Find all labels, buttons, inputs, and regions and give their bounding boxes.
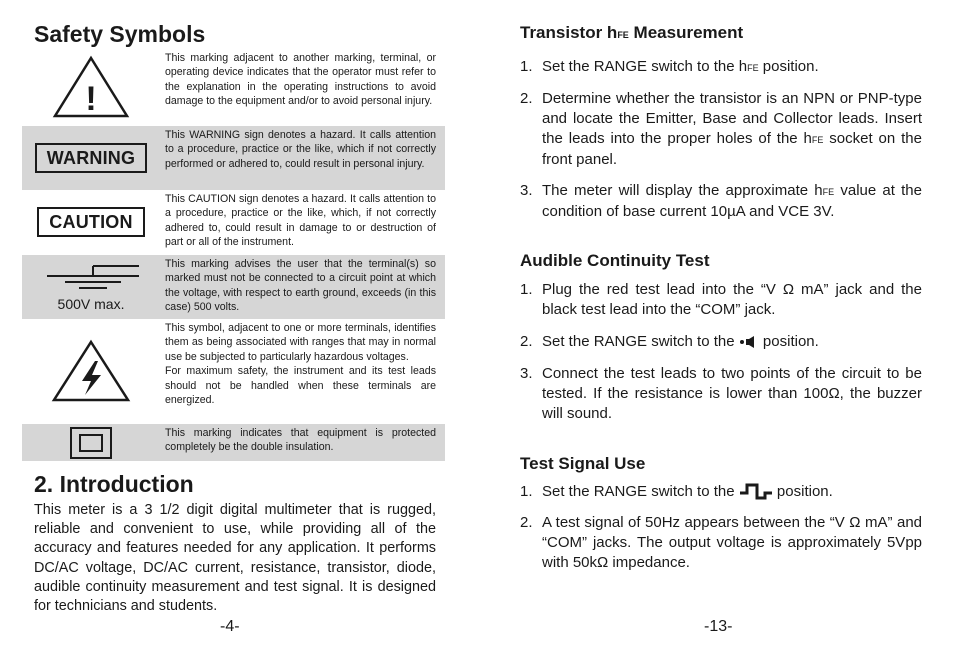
page-number: -13- [704,618,733,635]
symbol-row [22,255,445,319]
list-item: 1. Set the RANGE switch to the position. [520,483,833,500]
symbol-description: This WARNING sign denotes a hazard. It calls attention to a procedure, practice or the like, which if not correctly performed or adhered to, could result in personal injury. [165,129,436,170]
introduction-paragraph: This meter is a 3 1/2 digit digital multimeter that is rugged, reliable and convenient to use, while providing all of the accuracy and features needed for any application. It performs DC/AC voltage, DC/AC current, resistance, transistor, diode, audible continuity measurement and test signal. It is designed for technicians and students. [34,502,436,615]
svg-text:!: ! [85,80,97,118]
list-item: 2. A test signal of 50Hz appears between the “V Ω mA” and “COM” jacks. The output voltage is approximately 5Vpp with 50kΩ impedance. [520,514,922,571]
introduction-heading: 2. Introduction [34,471,194,497]
list-item: 1. Set the RANGE switch to the hFE position. [520,58,819,75]
page-number: -4- [220,618,240,635]
symbol-description: This marking advises the user that the terminal(s) so marked must not be connected to a circuit point at which the voltage, with respect to earth ground, exceeds (in this case) 500 volts. [165,258,436,314]
list-item: 3. Connect the test leads to two points of the circuit to be tested. If the resistance is lower than 100Ω, the buzzer will sound. [520,365,922,422]
symbol-description: This symbol, adjacent to one or more terminals, identifies them as being associated with ranges that may in normal use be subjected to particularly hazardous voltages. For maximum safety, the instrument and its test leads should not be handled when these terminals are energized. [165,322,436,407]
voltage-limit-label: 500V max. [57,296,125,312]
hfe-section-heading: Transistor hFE Measurement [520,23,744,42]
symbol-description: This CAUTION sign denotes a hazard. It calls attention to a procedure, practice or the like, which, if not correctly adhered to, could result in damage to or destruction of part or all of the instrument. [165,193,436,249]
warning-label-box: WARNING [35,143,147,173]
list-item: 2. Set the RANGE switch to the position. [520,333,819,350]
symbol-description: This marking adjacent to another marking, terminal, or operating device indicates that the operator must refer to the explanation in the operating instructions to avoid damage to the equipment and/or to avoid personal injury. [165,52,436,108]
ground-icon [41,262,141,290]
double-insulation-icon [69,426,113,460]
symbol-row [22,319,445,423]
buzzer-icon [739,335,759,349]
list-item: 2. Determine whether the transistor is an NPN or PNP-type and locate the Emitter, Base and Collector leads. Insert the leads into the proper holes of the hFE socket on the front panel. [520,90,922,168]
symbol-row [22,424,445,461]
lightning-triangle-icon [51,339,131,403]
square-wave-icon [739,483,773,501]
continuity-section-heading: Audible Continuity Test [520,251,710,270]
signal-section-heading: Test Signal Use [520,454,646,473]
symbol-row [22,49,445,125]
symbol-row [22,126,445,190]
symbol-description: This marking indicates that equipment is protected completely be the double insulation. [165,427,436,454]
list-item: 1. Plug the red test lead into the “V Ω mA” jack and the black test lead into the “COM” jack. [520,281,922,318]
caution-label-box: CAUTION [37,207,144,237]
page-title: Safety Symbols [34,21,206,47]
list-item: 3. The meter will display the approximate hFE value at the condition of base current 10µA and VCE 3V. [520,182,922,220]
symbol-row [22,190,445,254]
exclamation-triangle-icon [51,54,131,120]
